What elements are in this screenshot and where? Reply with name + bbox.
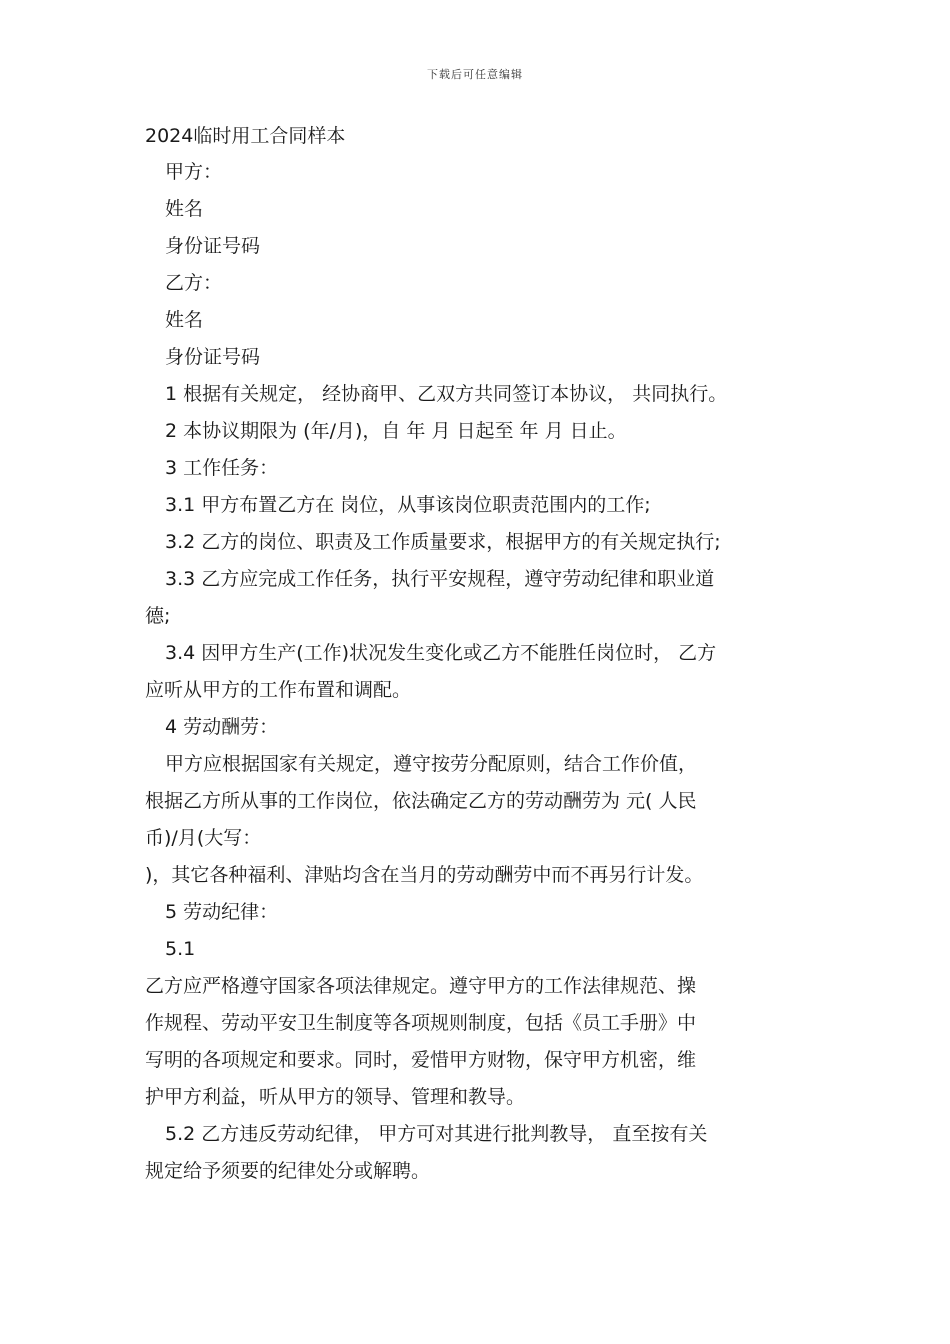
party-b-label: 乙方： <box>165 272 223 294</box>
page-header: 下载后可任意编辑 <box>427 68 523 81</box>
clause-3-4-line2: 应听从甲方的工作布置和调配。 <box>145 679 412 701</box>
clause-3-4-line1: 3.4 因甲方生产(工作)状况发生变化或乙方不能胜任岗位时， 乙方 <box>165 642 717 664</box>
clause-5-1-line3: 写明的各项规定和要求。同时，爱惜甲方财物，保守甲方机密，维 <box>145 1049 697 1071</box>
clause-5-2-line2: 规定给予须要的纪律处分或解聘。 <box>145 1160 431 1182</box>
clause-4-heading: 4 劳动酬劳： <box>165 716 279 738</box>
clause-5-2-line1: 5.2 乙方违反劳动纪律， 甲方可对其进行批判教导， 直至按有关 <box>165 1123 708 1145</box>
document-title: 2024临时用工合同样本 <box>145 125 346 147</box>
clause-1: 1 根据有关规定， 经协商甲、乙双方共同签订本协议， 共同执行。 <box>165 383 728 405</box>
clause-5-1-line2: 作规程、劳动平安卫生制度等各项规则制度，包括《员工手册》中 <box>145 1012 697 1034</box>
clause-5-1-number: 5.1 <box>165 938 196 960</box>
clause-4-body-line1: 甲方应根据国家有关规定，遵守按劳分配原则，结合工作价值， <box>165 753 698 775</box>
party-a-name: 姓名 <box>165 198 204 220</box>
party-a-id: 身份证号码 <box>165 235 261 257</box>
clause-4-body-line2: 根据乙方所从事的工作岗位，依法确定乙方的劳动酬劳为 元( 人民 <box>145 790 697 812</box>
clause-3-3-line2: 德; <box>145 605 171 627</box>
clause-5-heading: 5 劳动纪律： <box>165 901 279 923</box>
clause-3-1: 3.1 甲方布置乙方在 岗位，从事该岗位职责范围内的工作; <box>165 494 651 516</box>
clause-5-1-line1: 乙方应严格遵守国家各项法律规定。遵守甲方的工作法律规范、操 <box>145 975 697 997</box>
party-a-label: 甲方： <box>165 161 223 183</box>
clause-4-body-line3: 币)/月(大写： <box>145 827 262 849</box>
clause-3-3-line1: 3.3 乙方应完成工作任务，执行平安规程，遵守劳动纪律和职业道 <box>165 568 715 590</box>
party-b-id: 身份证号码 <box>165 346 261 368</box>
party-b-name: 姓名 <box>165 309 204 331</box>
clause-4-body-line4: )，其它各种福利、津贴均含在当月的劳动酬劳中而不再另行计发。 <box>145 864 704 886</box>
clause-5-1-line4: 护甲方利益，听从甲方的领导、管理和教导。 <box>145 1086 526 1108</box>
clause-3-heading: 3 工作任务： <box>165 457 279 479</box>
clause-2: 2 本协议期限为 (年/月)，自 年 月 日起至 年 月 日止。 <box>165 420 627 442</box>
document-body <box>145 118 813 1190</box>
clause-3-2: 3.2 乙方的岗位、职责及工作质量要求，根据甲方的有关规定执行; <box>165 531 721 553</box>
